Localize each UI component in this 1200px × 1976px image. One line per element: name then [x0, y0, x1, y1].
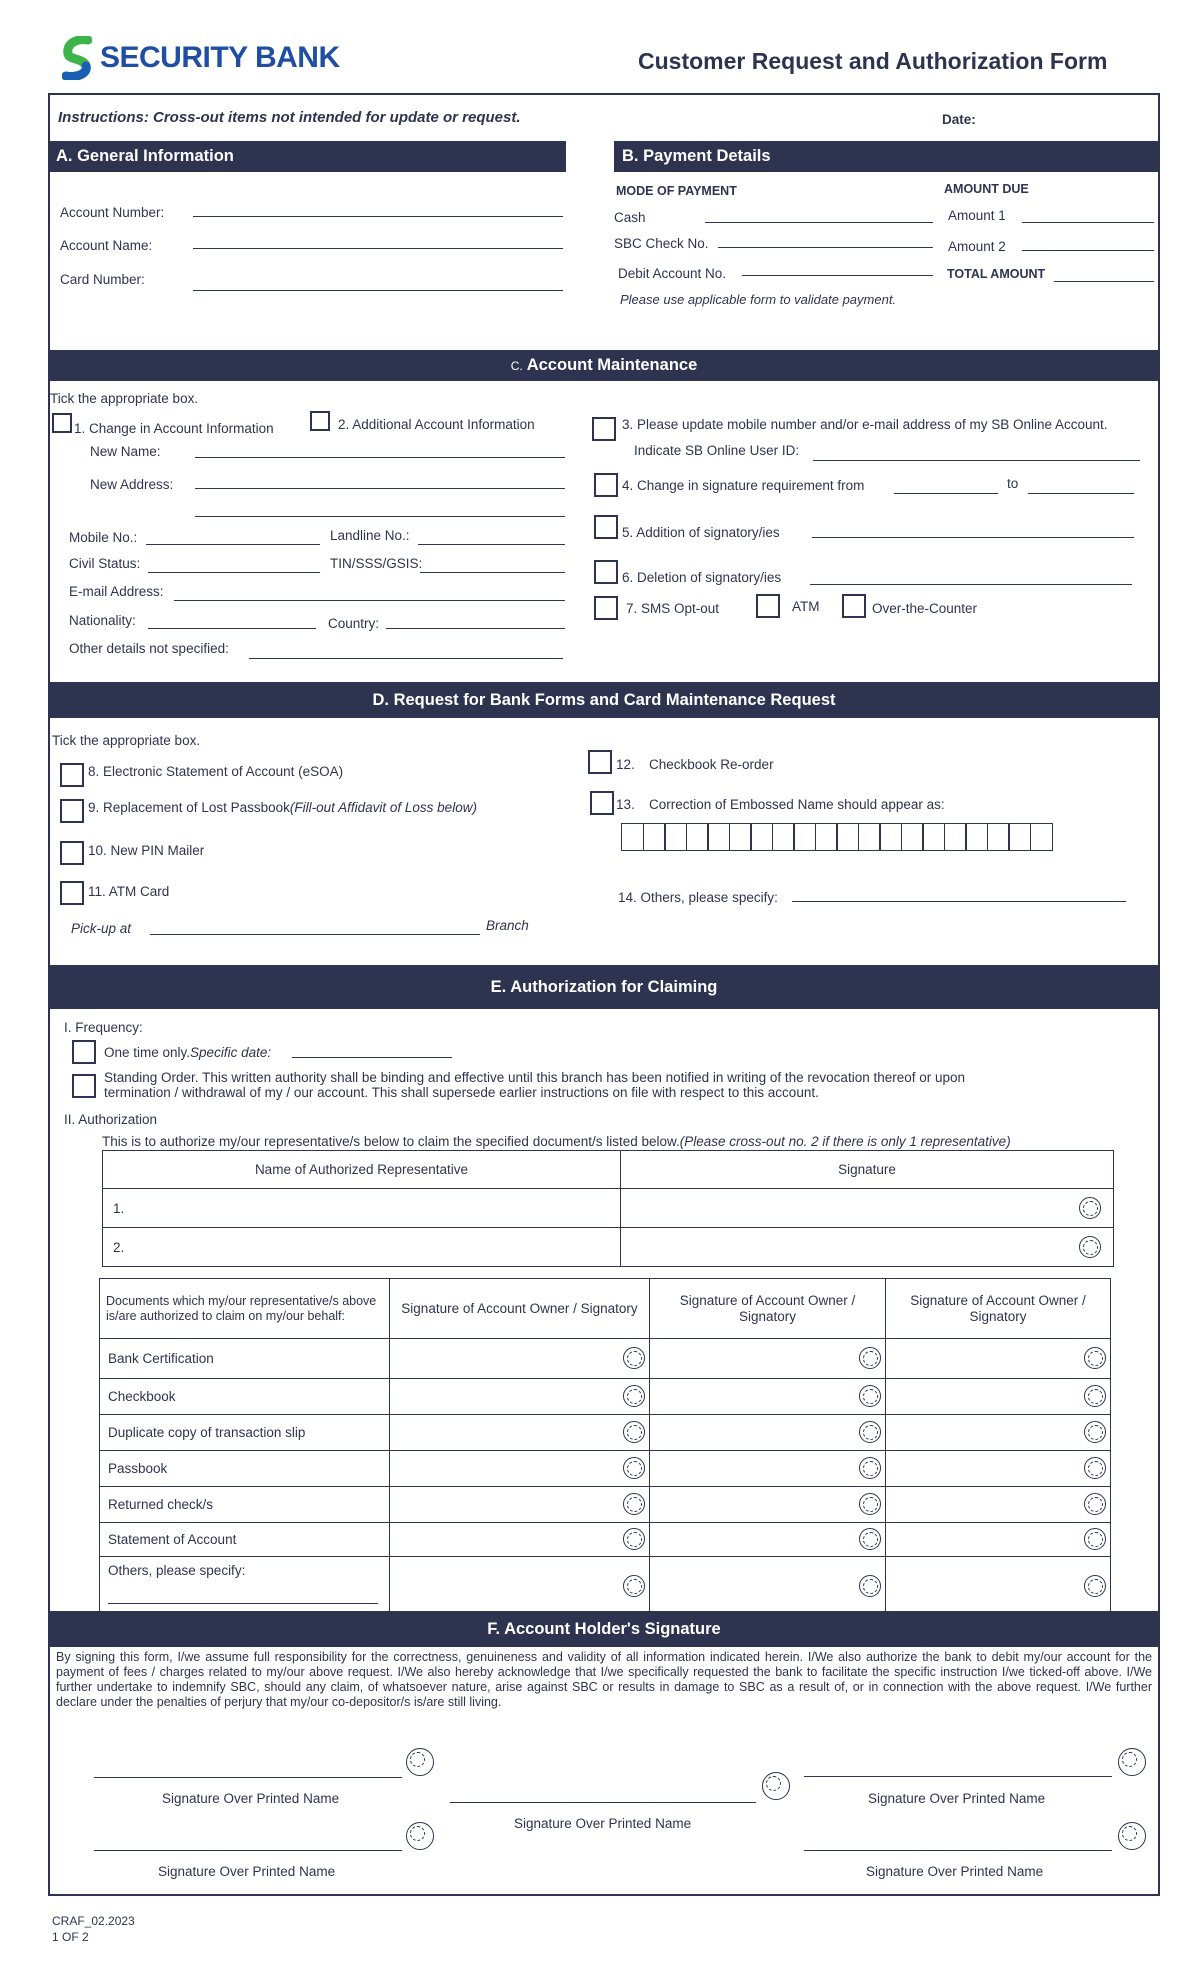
doc-sig-cell[interactable]: [390, 1379, 650, 1415]
doc-label: Passbook: [108, 1461, 168, 1476]
mode-of-payment-label: MODE OF PAYMENT: [616, 184, 737, 198]
mobile-label: Mobile No.:: [69, 530, 138, 545]
section-e-title: E. Authorization for Claiming: [490, 978, 718, 996]
page-number: 1 OF 2: [52, 1930, 89, 1944]
new-address-field-1[interactable]: [195, 488, 565, 489]
representative-table: [102, 1150, 1114, 1267]
signature-line-3[interactable]: [804, 1776, 1112, 1777]
doc-sig-cell[interactable]: [650, 1557, 886, 1613]
signature-label-5: Signature Over Printed Name: [866, 1864, 1044, 1879]
pickup-branch-field[interactable]: [150, 934, 480, 935]
doc-bank-certification: [100, 1339, 390, 1379]
doc-checkbook: [100, 1379, 390, 1415]
option-6-label: 6. Deletion of signatory/ies: [622, 570, 782, 585]
checkbox-6[interactable]: [594, 560, 618, 584]
doc-label: Statement of Account: [108, 1532, 237, 1547]
char-box[interactable]: [750, 823, 773, 851]
checkbox-7-otc[interactable]: [842, 594, 866, 618]
sbc-check-field[interactable]: [718, 247, 933, 248]
option-10-label: 10. New PIN Mailer: [88, 843, 205, 858]
section-a-title: A. General Information: [56, 147, 234, 165]
option-13-label: Correction of Embossed Name should appear as:: [649, 797, 945, 812]
email-label: E-mail Address:: [69, 584, 164, 599]
checkbox-3[interactable]: [592, 417, 616, 441]
option-5-label: 5. Addition of signatory/ies: [622, 525, 780, 540]
doc-sig-cell[interactable]: [886, 1379, 1111, 1415]
doc-passbook: [100, 1451, 390, 1487]
option-9-label: [88, 800, 477, 816]
signature-verified-seal-icon: [1084, 1347, 1106, 1369]
signature-verified-seal-icon: [406, 1748, 434, 1776]
char-box[interactable]: [836, 823, 859, 851]
rep-name-cell-1[interactable]: [103, 1189, 621, 1228]
doc-label: Bank Certification: [108, 1351, 214, 1366]
amount-1-label: Amount 1: [948, 208, 1006, 223]
others-specify-field[interactable]: [792, 901, 1126, 902]
rep-signature-cell-1[interactable]: [621, 1189, 1114, 1228]
doc-sig-cell[interactable]: [650, 1487, 886, 1523]
option-7-label: 7. SMS Opt-out: [626, 601, 720, 616]
option-1-label: 1. Change in Account Information: [74, 421, 274, 436]
one-time-label: [104, 1045, 271, 1061]
branch-label: Branch: [486, 918, 529, 933]
signature-verified-seal-icon: [1084, 1493, 1106, 1515]
doc-label: Duplicate copy of transaction slip: [108, 1425, 306, 1440]
mobile-field[interactable]: [146, 544, 320, 545]
char-box[interactable]: [621, 823, 644, 851]
doc-sig-cell[interactable]: [650, 1415, 886, 1451]
civil-status-label: Civil Status:: [69, 556, 141, 571]
char-box[interactable]: [987, 823, 1010, 851]
signature-verified-seal-icon: [1118, 1748, 1146, 1776]
deletion-signatories-field[interactable]: [810, 584, 1132, 585]
checkbox-13[interactable]: [590, 791, 614, 815]
signature-label-3: Signature Over Printed Name: [868, 1791, 1046, 1806]
signature-label-4: Signature Over Printed Name: [158, 1864, 336, 1879]
doc-sig-cell[interactable]: [390, 1339, 650, 1379]
signature-header-3: Signature of Account Owner / Signatory: [886, 1279, 1111, 1339]
option-11-label: 11. ATM Card: [88, 884, 170, 899]
embossed-name-boxes[interactable]: [621, 823, 1051, 851]
char-box[interactable]: [1030, 823, 1053, 851]
signature-verified-seal-icon: [1084, 1528, 1106, 1550]
country-field[interactable]: [386, 628, 565, 629]
char-box[interactable]: [643, 823, 666, 851]
doc-sig-cell[interactable]: [886, 1523, 1111, 1557]
declaration-paragraph: By signing this form, I/we assume full responsibility for the correctness, genuineness and validity of all information indicated herein. I/We also authorize the bank to debit my/our account for the payment of fees / charges related to my/our above request. I/We also hereby acknowledge that I/we specifically requested the bank to facilitate the specific instruction I/we ticked-off above. I/We further undertake to indemnify SBC, should any claim, of whatsoever nature, arise against SBC or results in damage to SBC as a result of, or in connection with the above request. I/We further declare under the penalties of perjury that my/our co-depositor/s is/are still living.: [56, 1650, 1152, 1709]
card-number-label: Card Number:: [60, 272, 145, 287]
checkbox-5[interactable]: [594, 515, 618, 539]
signature-label-1: Signature Over Printed Name: [162, 1791, 340, 1806]
section-c-tick: Tick the appropriate box.: [50, 391, 199, 406]
doc-sig-cell[interactable]: [390, 1557, 650, 1613]
authorization-text-main: This is to authorize my/our representative/s below to claim the specified document/s listed below.: [102, 1134, 680, 1149]
rep-row-1: 1.: [113, 1200, 125, 1216]
signature-header-2: Signature of Account Owner / Signatory: [650, 1279, 886, 1339]
section-c-header: [48, 350, 1160, 381]
section-a-header: [48, 141, 566, 172]
account-name-field[interactable]: [193, 248, 563, 249]
doc-others: [100, 1557, 390, 1613]
doc-label: Others, please specify:: [108, 1563, 246, 1578]
signature-to-field[interactable]: [1028, 493, 1134, 494]
char-box[interactable]: [707, 823, 730, 851]
amount-2-field[interactable]: [1022, 250, 1154, 251]
documents-table: [99, 1278, 1111, 1613]
landline-label: Landline No.:: [330, 528, 410, 543]
sb-online-user-id-field[interactable]: [813, 460, 1140, 461]
signature-header-1: Signature of Account Owner / Signatory: [390, 1279, 650, 1339]
rep-name-cell-2[interactable]: [103, 1228, 621, 1267]
section-b-header: [614, 141, 1160, 172]
signature-verified-seal-icon: [406, 1822, 434, 1850]
other-details-label: Other details not specified:: [69, 641, 229, 656]
account-number-field[interactable]: [193, 216, 563, 217]
section-e-header: [48, 965, 1160, 1009]
char-box[interactable]: [965, 823, 988, 851]
card-number-field[interactable]: [193, 290, 563, 291]
new-name-field[interactable]: [195, 457, 565, 458]
section-f-header: [48, 1611, 1160, 1647]
section-b-title: B. Payment Details: [622, 147, 771, 165]
frequency-label: I. Frequency:: [64, 1020, 143, 1035]
instructions: Instructions: Cross-out items not intended for update or request.: [58, 109, 521, 126]
option-3-label: 3. Please update mobile number and/or e-mail address of my SB Online Account.: [622, 417, 1108, 432]
signature-verified-seal-icon: [859, 1421, 881, 1443]
doc-sig-cell[interactable]: [886, 1339, 1111, 1379]
checkbox-7-sms[interactable]: [594, 596, 618, 620]
doc-label: Checkbook: [108, 1389, 176, 1404]
documents-header: Documents which my/our representative/s above is/are authorized to claim on my/our behalf:: [100, 1279, 390, 1339]
doc-sig-cell[interactable]: [650, 1523, 886, 1557]
payment-note: Please use applicable form to validate payment.: [620, 292, 897, 307]
one-time-text: One time only.: [104, 1045, 191, 1060]
logo-s-icon: [62, 36, 92, 80]
atm-label: ATM: [792, 599, 820, 614]
checkbox-one-time[interactable]: [72, 1040, 96, 1064]
section-f-title: F. Account Holder's Signature: [487, 1620, 721, 1638]
doc-returned-checks: [100, 1487, 390, 1523]
doc-label: Returned check/s: [108, 1497, 214, 1512]
option-3-sub-label: Indicate SB Online User ID:: [634, 443, 800, 458]
char-box[interactable]: [858, 823, 881, 851]
new-name-label: New Name:: [90, 444, 161, 459]
doc-sig-cell[interactable]: [650, 1379, 886, 1415]
form-title: Customer Request and Authorization Form: [638, 48, 1108, 74]
landline-field[interactable]: [418, 544, 565, 545]
checkbox-standing-order[interactable]: [72, 1074, 96, 1098]
option-9-text: 9. Replacement of Lost Passbook: [88, 800, 290, 815]
nationality-field[interactable]: [148, 628, 316, 629]
signature-verified-seal-icon: [1079, 1197, 1101, 1219]
checkbox-8[interactable]: [60, 763, 84, 787]
nationality-label: Nationality:: [69, 613, 136, 628]
checkbox-11[interactable]: [60, 881, 84, 905]
char-box[interactable]: [664, 823, 687, 851]
option-12-label: Checkbook Re-order: [649, 757, 774, 772]
section-c-prefix: C.: [510, 359, 523, 373]
amount-2-label: Amount 2: [948, 239, 1006, 254]
doc-sig-cell[interactable]: [390, 1415, 650, 1451]
doc-sig-cell[interactable]: [886, 1487, 1111, 1523]
doc-others-field[interactable]: [108, 1603, 378, 1604]
option-4-label: 4. Change in signature requirement from: [622, 478, 865, 493]
signature-verified-seal-icon: [859, 1385, 881, 1407]
signature-verified-seal-icon: [1079, 1236, 1101, 1258]
signature-verified-seal-icon: [623, 1421, 645, 1443]
date-label: Date:: [942, 112, 976, 127]
char-box[interactable]: [922, 823, 945, 851]
char-box[interactable]: [815, 823, 838, 851]
checkbox-1[interactable]: [52, 413, 72, 433]
checkbox-7-atm[interactable]: [756, 594, 780, 618]
option-9-note: (Fill-out Affidavit of Loss below): [289, 800, 477, 815]
debit-account-field[interactable]: [742, 275, 933, 276]
rep-name-header: Name of Authorized Representative: [103, 1151, 621, 1189]
total-amount-field[interactable]: [1054, 281, 1154, 282]
brand-name: SECURITY BANK: [100, 41, 340, 74]
amount-due-label: AMOUNT DUE: [944, 182, 1029, 196]
doc-sig-cell[interactable]: [650, 1339, 886, 1379]
signature-verified-seal-icon: [859, 1457, 881, 1479]
amount-1-field[interactable]: [1022, 222, 1154, 223]
doc-sig-cell[interactable]: [650, 1451, 886, 1487]
civil-status-field[interactable]: [148, 572, 320, 573]
signature-from-field[interactable]: [894, 493, 998, 494]
checkbox-12[interactable]: [588, 750, 612, 774]
signature-verified-seal-icon: [623, 1347, 645, 1369]
option-12-num: 12.: [616, 757, 635, 772]
tin-label: TIN/SSS/GSIS:: [330, 556, 423, 571]
signature-verified-seal-icon: [859, 1528, 881, 1550]
char-box[interactable]: [793, 823, 816, 851]
section-d-title: D. Request for Bank Forms and Card Maintenance Request: [372, 691, 836, 709]
signature-verified-seal-icon: [1084, 1575, 1106, 1597]
cash-label: Cash: [614, 210, 646, 225]
signature-line-2[interactable]: [450, 1802, 756, 1803]
signature-verified-seal-icon: [1084, 1385, 1106, 1407]
char-box[interactable]: [686, 823, 709, 851]
signature-line-4[interactable]: [94, 1850, 402, 1851]
doc-sig-cell[interactable]: [390, 1451, 650, 1487]
country-label: Country:: [328, 616, 380, 631]
account-name-label: Account Name:: [60, 238, 153, 253]
form-code: CRAF_02.2023: [52, 1914, 135, 1928]
new-address-field-2[interactable]: [195, 516, 565, 517]
signature-verified-seal-icon: [623, 1385, 645, 1407]
option-4-to: to: [1007, 476, 1019, 491]
doc-duplicate-slip: [100, 1415, 390, 1451]
bank-logo: [62, 36, 92, 80]
authorization-label: II. Authorization: [64, 1112, 158, 1127]
signature-verified-seal-icon: [1118, 1822, 1146, 1850]
other-details-field[interactable]: [249, 658, 563, 659]
standing-order-line-1: Standing Order. This written authority shall be binding and effective until this branch has been notified in writing of the revocation thereof or upon: [104, 1070, 966, 1085]
signature-verified-seal-icon: [859, 1575, 881, 1597]
doc-sig-cell[interactable]: [390, 1487, 650, 1523]
new-address-label: New Address:: [90, 477, 174, 492]
cash-field[interactable]: [705, 222, 933, 223]
signature-line-5[interactable]: [804, 1850, 1112, 1851]
rep-signature-cell-2[interactable]: [621, 1228, 1114, 1267]
pickup-label: Pick-up at: [71, 921, 132, 936]
tin-field[interactable]: [420, 572, 565, 573]
doc-sig-cell[interactable]: [886, 1557, 1111, 1613]
otc-label: Over-the-Counter: [872, 601, 978, 616]
addition-signatories-field[interactable]: [812, 537, 1134, 538]
option-14-label: 14. Others, please specify:: [618, 890, 778, 905]
doc-sig-cell[interactable]: [886, 1451, 1111, 1487]
signature-verified-seal-icon: [762, 1772, 790, 1800]
authorization-text: [102, 1134, 1011, 1150]
account-number-label: Account Number:: [60, 205, 165, 220]
checkbox-2[interactable]: [310, 411, 330, 431]
signature-verified-seal-icon: [859, 1347, 881, 1369]
checkbox-4[interactable]: [594, 473, 618, 497]
authorization-note: (Please cross-out no. 2 if there is only 1 representative): [679, 1134, 1011, 1149]
signature-verified-seal-icon: [623, 1575, 645, 1597]
char-box[interactable]: [1008, 823, 1031, 851]
standing-order-line-2: termination / withdrawal of my / our account. This shall supersede earlier instructions on file with respect to this account.: [104, 1085, 819, 1100]
section-d-header: [48, 682, 1160, 718]
char-box[interactable]: [879, 823, 902, 851]
signature-line-1[interactable]: [94, 1777, 402, 1778]
option-13-num: 13.: [616, 797, 635, 812]
signature-verified-seal-icon: [623, 1493, 645, 1515]
char-box[interactable]: [772, 823, 795, 851]
rep-row-2: 2.: [113, 1239, 125, 1255]
signature-verified-seal-icon: [859, 1493, 881, 1515]
total-amount-label: TOTAL AMOUNT: [947, 267, 1046, 281]
checkbox-10[interactable]: [60, 841, 84, 865]
signature-label-2: Signature Over Printed Name: [514, 1816, 692, 1831]
char-box[interactable]: [944, 823, 967, 851]
doc-statement-of-account: [100, 1523, 390, 1557]
debit-account-label: Debit Account No.: [618, 266, 727, 281]
doc-sig-cell[interactable]: [390, 1523, 650, 1557]
signature-verified-seal-icon: [623, 1457, 645, 1479]
signature-verified-seal-icon: [623, 1528, 645, 1550]
specific-date-field[interactable]: [292, 1057, 452, 1058]
signature-verified-seal-icon: [1084, 1457, 1106, 1479]
section-c-title: Account Maintenance: [526, 356, 698, 374]
option-2-label: 2. Additional Account Information: [338, 417, 535, 432]
char-box[interactable]: [729, 823, 752, 851]
doc-sig-cell[interactable]: [886, 1415, 1111, 1451]
option-8-label: 8. Electronic Statement of Account (eSOA): [88, 764, 344, 779]
sbc-check-label: SBC Check No.: [614, 236, 709, 251]
section-d-tick: Tick the appropriate box.: [52, 733, 201, 748]
email-field[interactable]: [174, 600, 565, 601]
rep-signature-header: Signature: [621, 1151, 1114, 1189]
signature-verified-seal-icon: [1084, 1421, 1106, 1443]
char-box[interactable]: [901, 823, 924, 851]
specific-date-text: Specific date:: [190, 1045, 272, 1060]
checkbox-9[interactable]: [60, 799, 84, 823]
